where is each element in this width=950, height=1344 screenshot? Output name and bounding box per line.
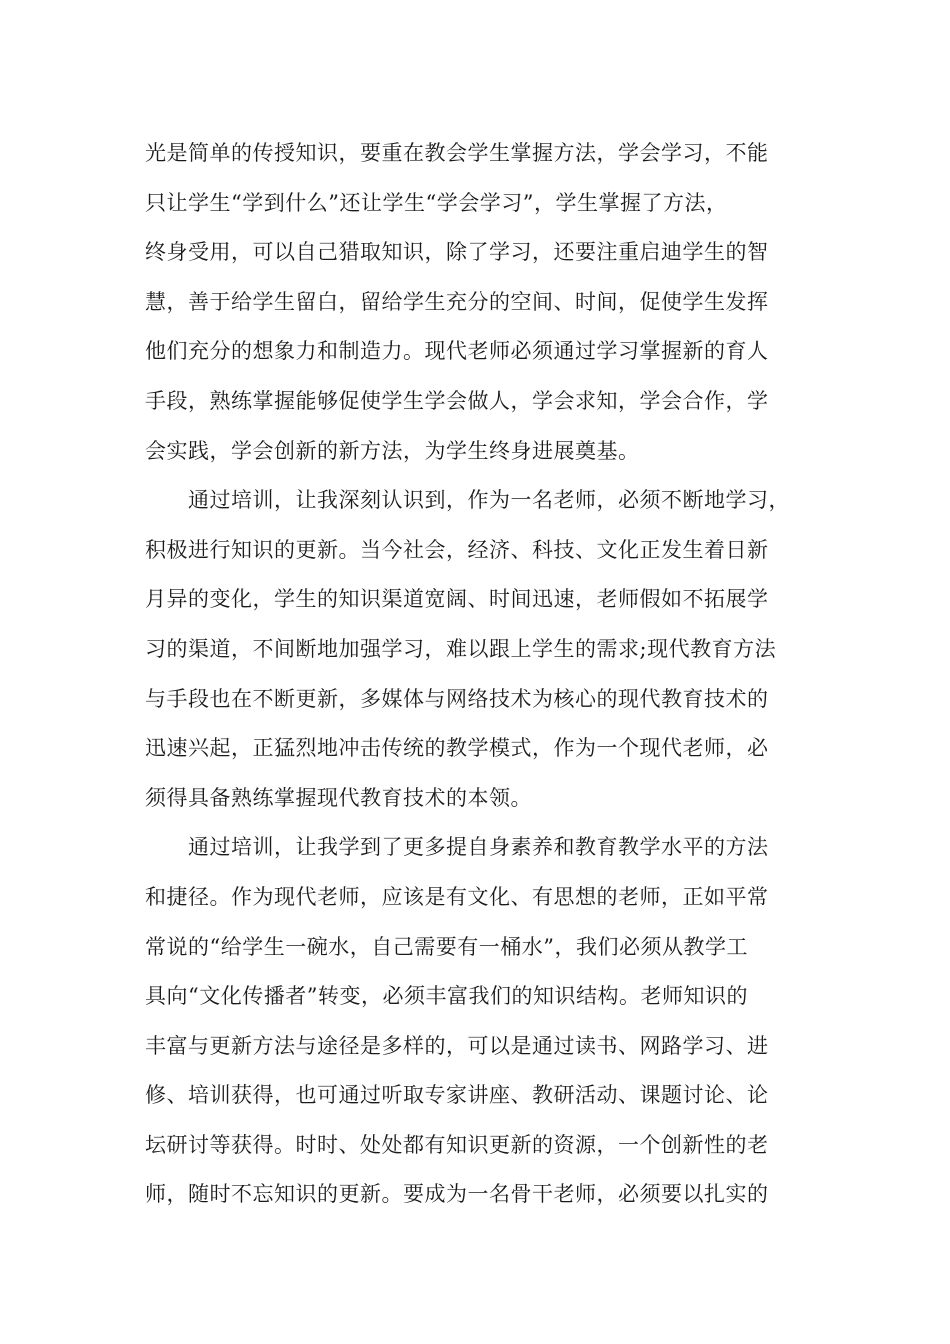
paragraph-1 (145, 133, 825, 480)
text-line: 月异的变化，学生的知识渠道宽阔、时间迅速，老师假如不拓展学 (145, 587, 769, 612)
text-line: 与手段也在不断更新，多媒体与网络技术为核心的现代教育技术的 (145, 686, 769, 711)
text-line: 他们充分的想象力和制造力。现代老师必须通过学习掌握新的育人 (145, 339, 769, 364)
text-line: 积极进行知识的更新。当今社会，经济、科技、文化正发生着日新 (145, 537, 769, 562)
paragraph-2 (145, 480, 825, 827)
text-line: 手段，熟练掌握能够促使学生学会做人，学会求知，学会合作，学 (145, 388, 769, 413)
text-line: 慧，善于给学生留白，留给学生充分的空间、时间，促使学生发挥 (145, 289, 769, 314)
text-line: 师，随时不忘知识的更新。要成为一名骨干老师，必须要以扎实的 (145, 1182, 769, 1207)
document-body (145, 133, 825, 1224)
text-line: 习的渠道，不间断地加强学习，难以跟上学生的需求;现代教育方法 (145, 636, 777, 661)
text-line: 修、培训获得，也可通过听取专家讲座、教研活动、课题讨论、论 (145, 1083, 769, 1108)
paragraph-3 (145, 827, 825, 1224)
text-line: 坛研讨等获得。时时、处处都有知识更新的资源，一个创新性的老 (145, 1132, 769, 1157)
text-line: 光是简单的传授知识，要重在教会学生掌握方法，学会学习，不能 (145, 141, 769, 165)
text-line: 和捷径。作为现代老师，应该是有文化、有思想的老师，正如平常 (145, 884, 769, 909)
text-line: 终身受用，可以自己猎取知识，除了学习，还要注重启迪学生的智 (145, 240, 769, 265)
text-line: 通过培训，让我深刻认识到，作为一名老师，必须不断地学习， (145, 488, 790, 513)
text-line: 具向“文化传播者”转变，必须丰富我们的知识结构。老师知识的 (145, 984, 748, 1009)
text-line: 会实践，学会创新的新方法，为学生终身进展奠基。 (145, 438, 640, 463)
text-line: 须得具备熟练掌握现代教育技术的本领。 (145, 785, 532, 810)
text-line: 只让学生“学到什么”还让学生“学会学习”，学生掌握了方法， (145, 190, 728, 215)
text-line: 通过培训，让我学到了更多提自身素养和教育教学水平的方法 (145, 835, 769, 860)
text-line: 常说的“给学生一碗水，自己需要有一桶水”，我们必须从教学工 (145, 934, 748, 959)
text-line: 迅速兴起，正猛烈地冲击传统的教学模式，作为一个现代老师，必 (145, 736, 769, 761)
text-line: 丰富与更新方法与途径是多样的，可以是通过读书、网路学习、进 (145, 1033, 769, 1058)
